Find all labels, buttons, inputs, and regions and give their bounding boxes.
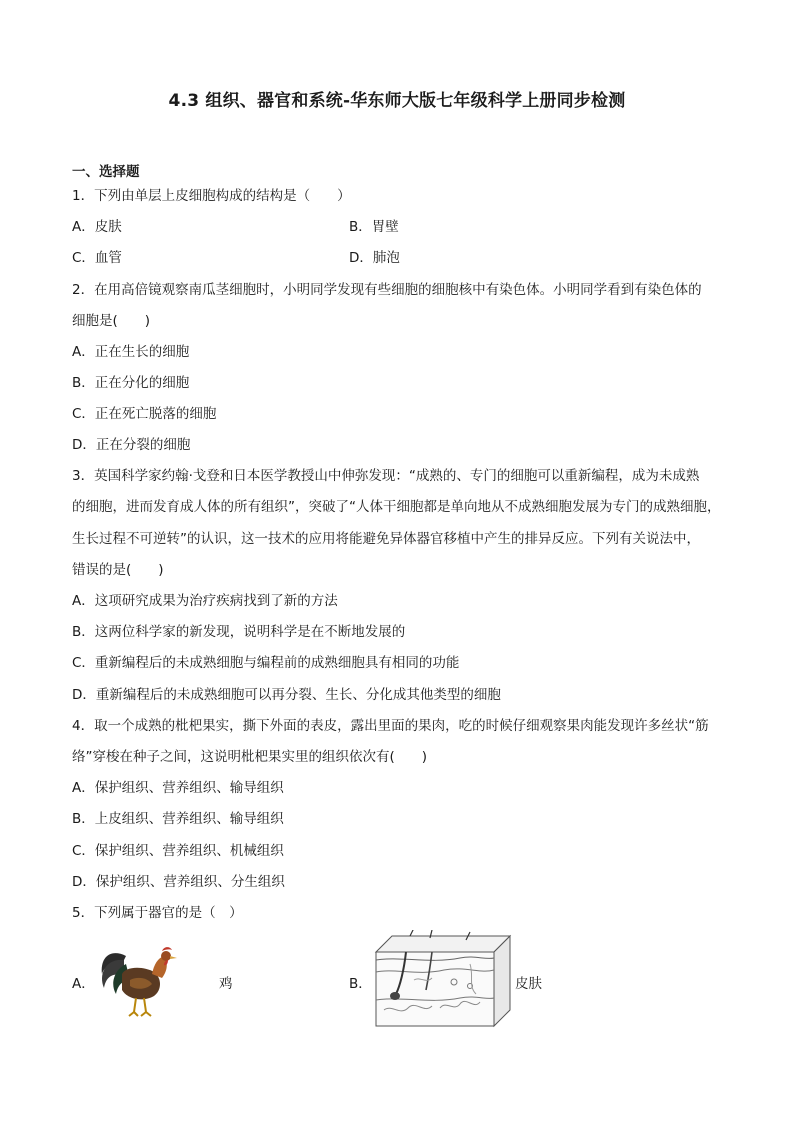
q4-option-d[interactable]: D．保护组织、营养组织、分生组织 bbox=[72, 874, 285, 890]
question-5-stem: 5．下列属于器官的是（ ） bbox=[72, 905, 243, 921]
q3-option-a[interactable]: A．这项研究成果为治疗疾病找到了新的方法 bbox=[72, 593, 338, 609]
question-3-stem-line4: 错误的是( ) bbox=[72, 562, 164, 578]
q1-option-c[interactable]: C．血管 bbox=[72, 250, 122, 266]
q5-option-b-letter[interactable]: B． bbox=[349, 976, 372, 992]
question-3-stem-line3: 生长过程不可逆转”的认识，这一技术的应用将能避免异体器官移植中产生的排异反应。下列有关说法中， bbox=[72, 531, 700, 547]
section-heading: 一、选择题 bbox=[72, 164, 140, 180]
q2-option-d[interactable]: D．正在分裂的细胞 bbox=[72, 437, 191, 453]
question-3-stem-line2: 的细胞，进而发育成人体的所有组织”，突破了“人体干细胞都是单向地从不成熟细胞发展为专门的成熟细胞， bbox=[72, 499, 721, 515]
rooster-illustration[interactable] bbox=[96, 944, 190, 1018]
q2-option-a[interactable]: A．正在生长的细胞 bbox=[72, 344, 190, 360]
question-4-stem-line2: 络”穿梭在种子之间，这说明枇杷果实里的组织依次有( ) bbox=[72, 749, 428, 765]
page-title: 4.3 组织、器官和系统-华东师大版七年级科学上册同步检测 bbox=[168, 91, 626, 111]
q1-option-a[interactable]: A．皮肤 bbox=[72, 219, 122, 235]
q4-option-a[interactable]: A．保护组织、营养组织、输导组织 bbox=[72, 780, 284, 796]
q1-option-b[interactable]: B．胃壁 bbox=[349, 219, 399, 235]
q5-option-b-label: 皮肤 bbox=[515, 976, 542, 992]
question-2-stem-line2: 细胞是( ) bbox=[72, 313, 151, 329]
skin-cross-section-illustration[interactable] bbox=[370, 930, 514, 1028]
q2-option-c[interactable]: C．正在死亡脱落的细胞 bbox=[72, 406, 217, 422]
question-3-stem-line1: 3．英国科学家约翰·戈登和日本医学教授山中伸弥发现：“成熟的、专门的细胞可以重新编程，成为未成熟 bbox=[72, 468, 700, 484]
question-4-stem-line1: 4．取一个成熟的枇杷果实，撕下外面的表皮，露出里面的果肉，吃的时候仔细观察果肉能发现许多丝状“筋 bbox=[72, 718, 709, 734]
question-1-stem: 1．下列由单层上皮细胞构成的结构是（ ） bbox=[72, 188, 351, 204]
q2-option-b[interactable]: B．正在分化的细胞 bbox=[72, 375, 190, 391]
q3-option-c[interactable]: C．重新编程后的未成熟细胞与编程前的成熟细胞具有相同的功能 bbox=[72, 655, 460, 671]
q3-option-b[interactable]: B．这两位科学家的新发现，说明科学是在不断地发展的 bbox=[72, 624, 406, 640]
q4-option-c[interactable]: C．保护组织、营养组织、机械组织 bbox=[72, 843, 284, 859]
q4-option-b[interactable]: B．上皮组织、营养组织、输导组织 bbox=[72, 811, 284, 827]
q5-option-a-label: 鸡 bbox=[219, 976, 233, 992]
q5-option-a-letter[interactable]: A． bbox=[72, 976, 95, 992]
q1-option-d[interactable]: D．肺泡 bbox=[349, 250, 400, 266]
q3-option-d[interactable]: D．重新编程后的未成熟细胞可以再分裂、生长、分化成其他类型的细胞 bbox=[72, 687, 501, 703]
question-2-stem-line1: 2．在用高倍镜观察南瓜茎细胞时，小明同学发现有些细胞的细胞核中有染色体。小明同学看到有染色体的 bbox=[72, 282, 702, 298]
